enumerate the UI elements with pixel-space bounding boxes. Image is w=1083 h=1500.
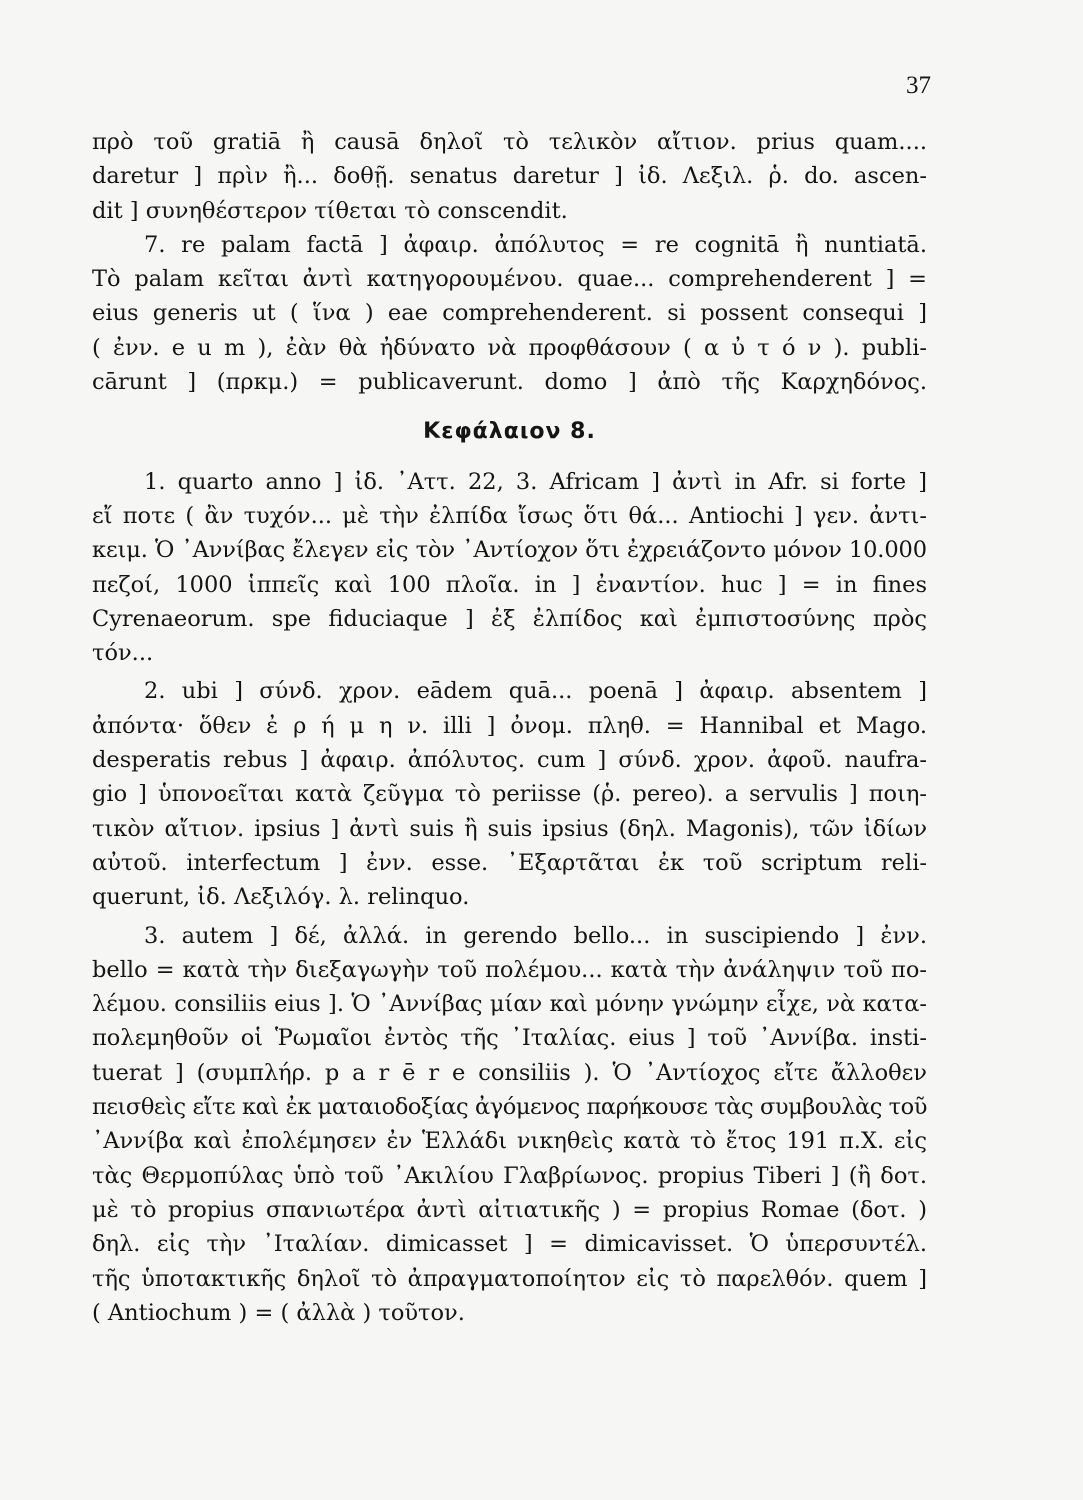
text-line: daretur ] πρὶν ἢ... δοθῇ. senatus daretur ] ἰδ. Λεξιλ. ῥ. do. ascen-	[92, 163, 927, 190]
text-line: 3. autem ] δέ, ἀλλά. in gerendo bello... in suscipiendo ] ἐνν.	[144, 922, 927, 949]
text-line: λέμου. consiliis eius ]. Ὁ ᾿Αννίβας μίαν καὶ μόνην γνώμην εἶχε, νὰ κατα-	[92, 991, 927, 1018]
text-line: τὰς Θερμοπύλας ὑπὸ τοῦ ᾿Ακιλίου Γλαβρίωνος. propius Tiberi ] (ἢ δοτ.	[92, 1162, 927, 1189]
text-line: eius generis ut ( ἵνα ) eae comprehenderent. si possent consequi ]	[92, 300, 927, 327]
text-line: bello = κατὰ τὴν διεξαγωγὴν τοῦ πολέμου... κατὰ τὴν ἀνάληψιν τοῦ πο-	[92, 956, 927, 983]
text-line: εἴ ποτε ( ἂν τυχόν... μὲ τὴν ἐλπίδα ἴσως ὅτι θά... Antiochi ] γεν. ἀντι-	[92, 502, 927, 529]
text-line: querunt, ἰδ. Λεξιλόγ. λ. relinquo.	[92, 884, 470, 911]
page-number: 37	[906, 72, 931, 99]
section-3	[92, 919, 927, 1331]
text-line: μὲ τὸ propius σπανιωτέρα ἀντὶ αἰτιατικῆς ) = propius Romae (δοτ. )	[92, 1196, 927, 1223]
section-2	[92, 674, 927, 914]
text-line: πολεμηθοῦν οἱ Ῥωμαῖοι ἐντὸς τῆς ᾿Ιταλίας. eius ] τοῦ ᾿Αννίβα. insti-	[92, 1025, 927, 1052]
text-line: ᾿Αννίβα καὶ ἐπολέμησεν ἐν Ἑλλάδι νικηθεὶς κατὰ τὸ ἔτος 191 π.Χ. εἰς	[92, 1128, 927, 1155]
text-line: Τὸ palam κεῖται ἀντὶ κατηγορουμένου. quae... comprehenderent ] =	[92, 266, 927, 293]
text-line: dit ] συνηθέστερον τίθεται τὸ conscendit.	[92, 197, 568, 224]
text-line: πρὸ τοῦ gratiā ἢ causā δηλοῖ τὸ τελικὸν αἴτιον. prius quam....	[92, 129, 927, 155]
text-line: αὐτοῦ. interfectum ] ἐνν. esse. ᾿Εξαρτᾶται ἐκ τοῦ scriptum reli-	[92, 849, 927, 876]
text-line: gio ] ὑπονοεῖται κατὰ ζεῦγμα τὸ periisse (ῥ. pereo). a servulis ] ποιη-	[92, 781, 927, 808]
text-line: tuerat ] (συμπλήρ. p a r ē r e consiliis ). Ὁ ᾿Αντίοχος εἴτε ἄλλοθεν	[92, 1059, 927, 1086]
text-line: κειμ. Ὁ ᾿Αννίβας ἔλεγεν εἰς τὸν ᾿Αντίοχον ὅτι ἐχρειάζοντο μόνον 10.000	[92, 537, 927, 564]
text-line: ( ἐνν. e u m ), ἐὰν θὰ ἠδύνατο νὰ προφθάσουν ( α ὐ τ ό ν ). publi-	[92, 334, 927, 361]
commentary-text	[92, 125, 927, 1330]
text-line: τόν...	[92, 640, 154, 667]
paragraph-top	[92, 125, 927, 399]
text-line: 2. ubi ] σύνδ. χρον. eādem quā... poenā ] ἀφαιρ. absentem ]	[144, 678, 927, 705]
text-line: πεζοί, 1000 ἱππεῖς καὶ 100 πλοῖα. in ] ἐναντίον. huc ] = in fines	[92, 571, 927, 598]
text-line: desperatis rebus ] ἀφαιρ. ἀπόλυτος. cum ] σύνδ. χρον. ἀφοῦ. naufra-	[92, 747, 927, 774]
chapter-heading: Κεφάλαιον 8.	[423, 419, 596, 445]
text-line: 7. re palam factā ] ἀφαιρ. ἀπόλυτος = re cognitā ἢ nuntiatā.	[144, 231, 927, 258]
text-line: τικὸν αἴτιον. ipsius ] ἀντὶ suis ἢ suis ipsius (δηλ. Magonis), τῶν ἰδίων	[92, 815, 927, 842]
text-line: τῆς ὑποτακτικῆς δηλοῖ τὸ ἀπραγματοποίητον εἰς τὸ παρελθόν. quem ]	[92, 1265, 927, 1292]
text-line: πεισθεὶς εἴτε καὶ ἐκ ματαιοδοξίας ἀγόμενος παρήκουσε τὰς συμβουλὰς τοῦ	[92, 1094, 927, 1121]
text-line: 1. quarto anno ] ἰδ. ᾿Αττ. 22, 3. Africam ] ἀντὶ in Afr. si forte ]	[144, 468, 927, 495]
text-line: cārunt ] (πρκμ.) = publicaverunt. domo ] ἀπὸ τῆς Καρχηδόνος.	[92, 369, 927, 396]
text-line: ( Antiochum ) = ( ἀλλὰ ) τοῦτον.	[92, 1299, 465, 1326]
text-line: Cyrenaeorum. spe fiduciaque ] ἐξ ἐλπίδος καὶ ἐμπιστοσύνης πρὸς	[92, 605, 927, 632]
section-1	[92, 465, 927, 671]
text-line: δηλ. εἰς τὴν ᾿Ιταλίαν. dimicasset ] = dimicavisset. Ὁ ὑπερσυντέλ.	[92, 1231, 927, 1258]
text-line: ἀπόντα· ὅθεν ἐ ρ ή μ η ν. illi ] ὀνομ. πληθ. = Hannibal et Mago.	[92, 712, 927, 739]
